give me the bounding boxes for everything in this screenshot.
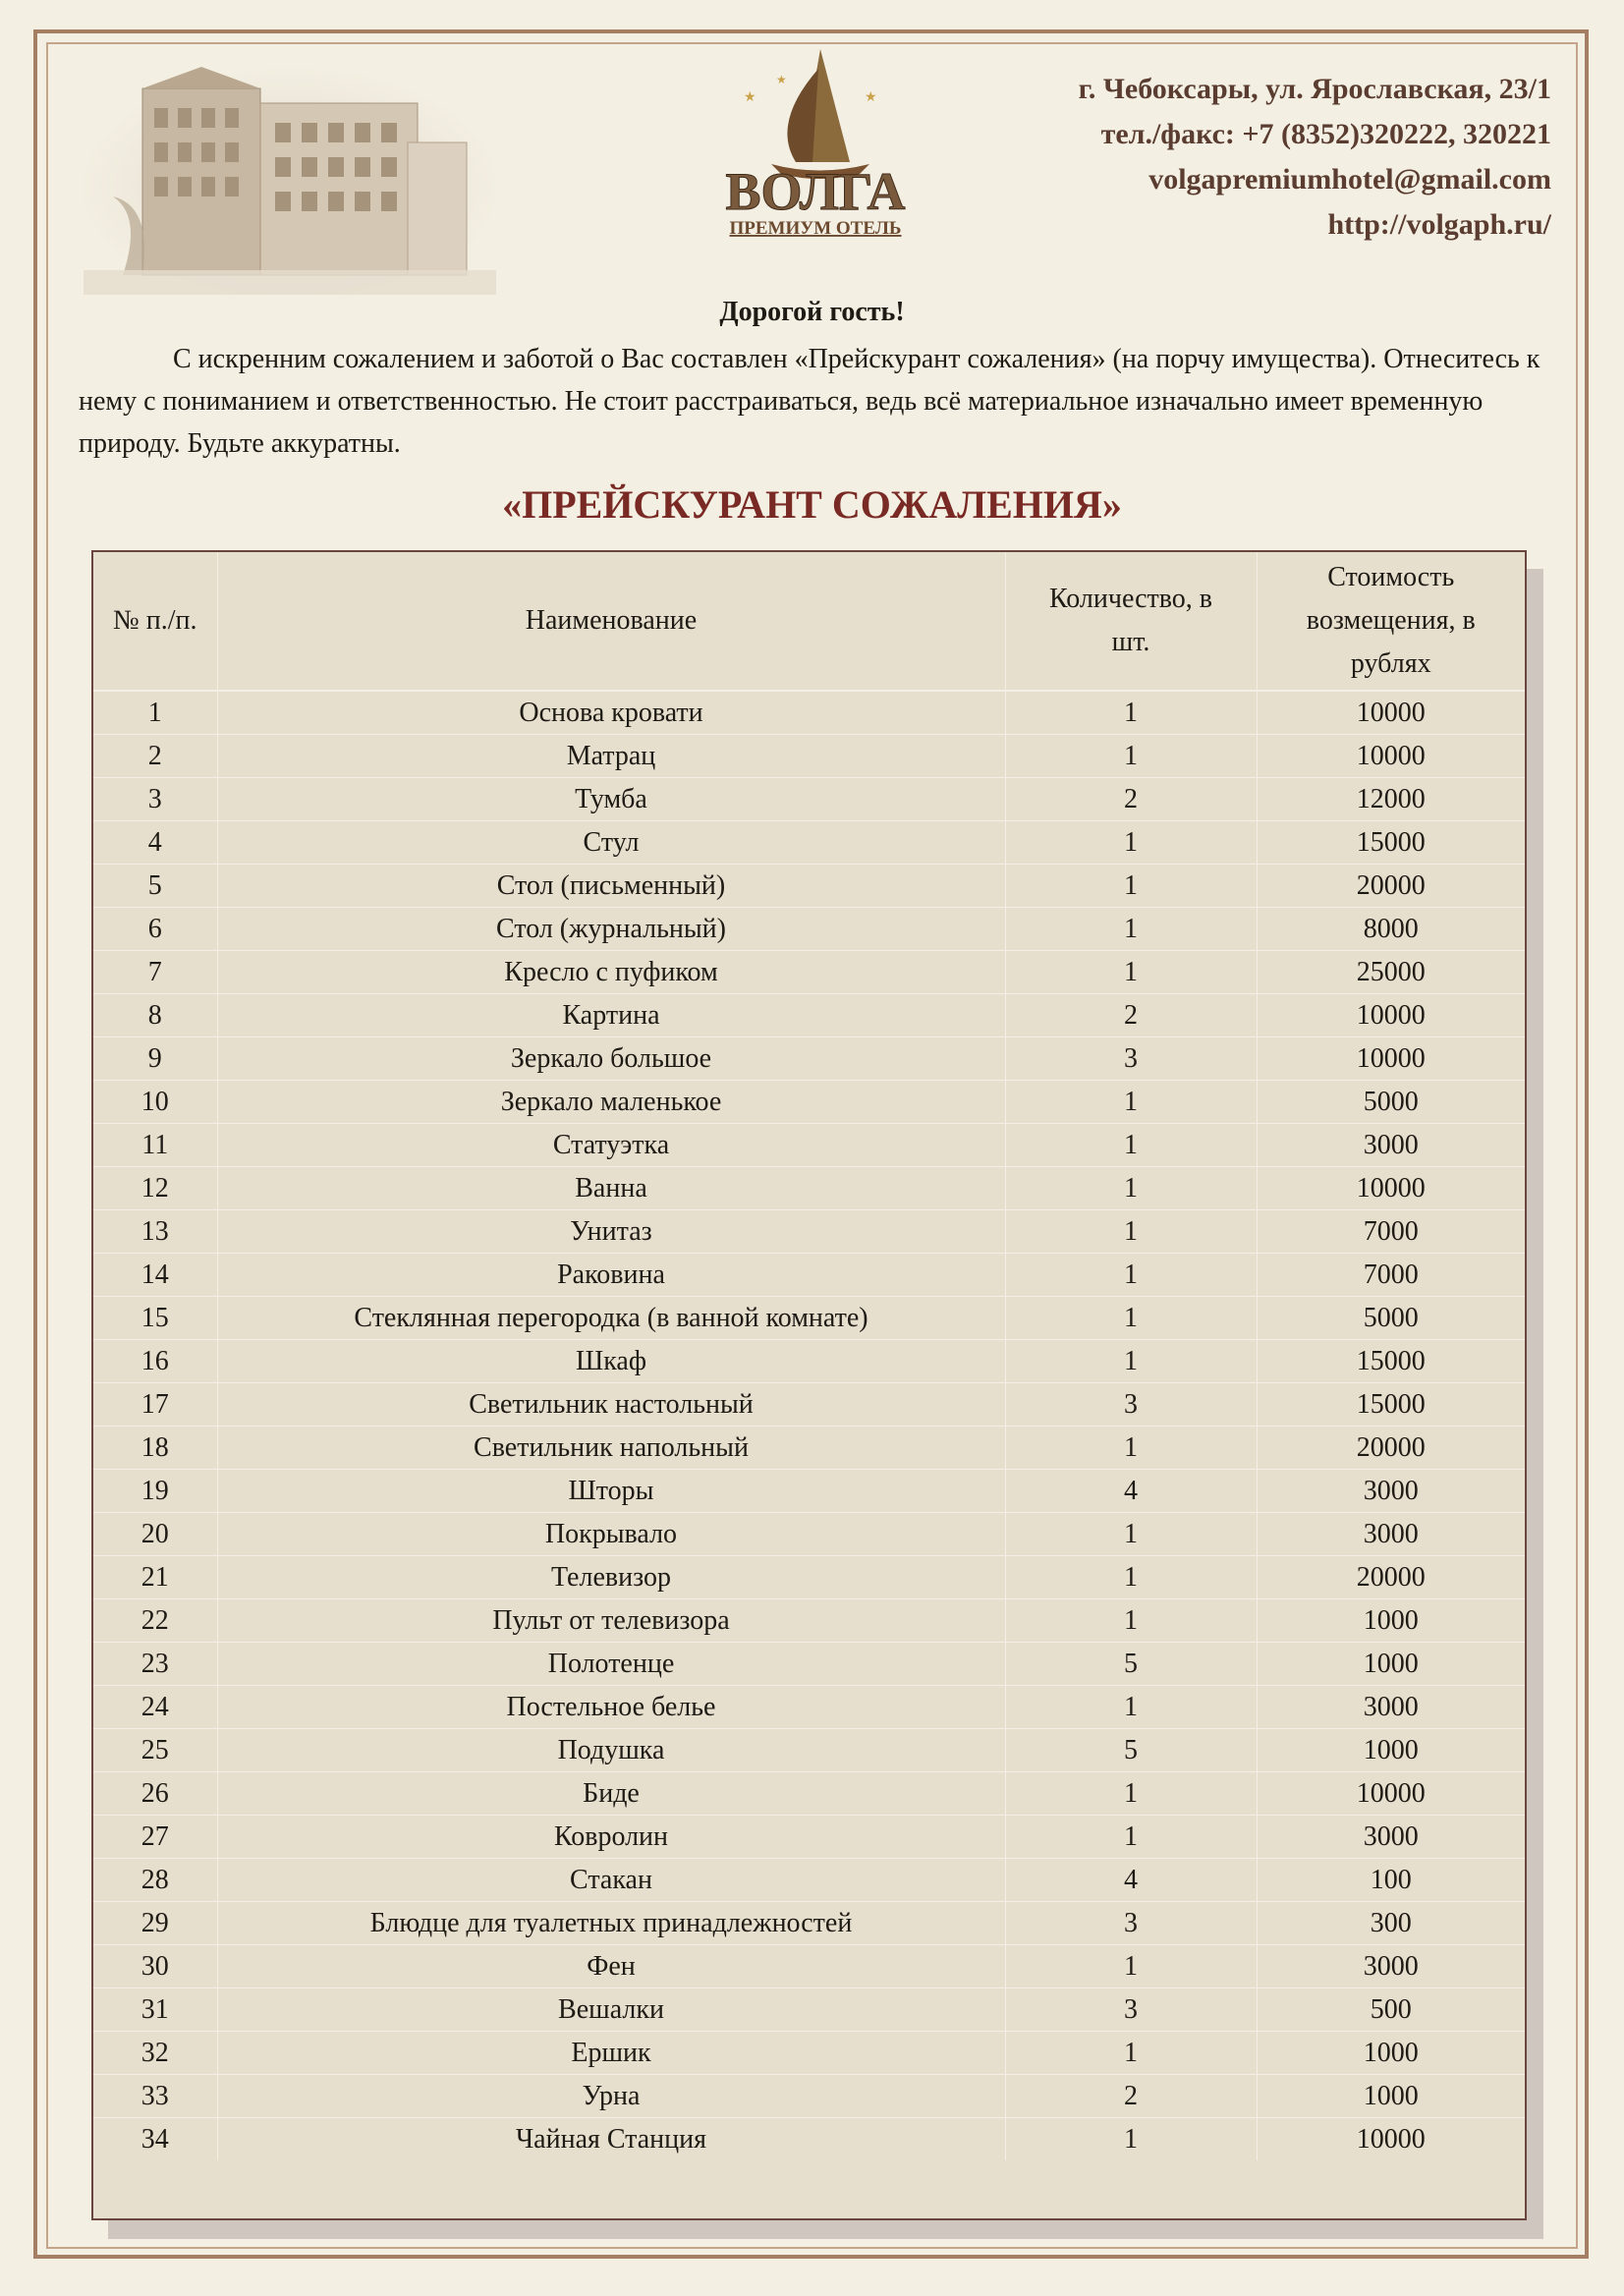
item-cost: 15000	[1257, 1340, 1525, 1383]
row-number: 27	[93, 1816, 217, 1859]
table-row	[93, 735, 1525, 778]
item-quantity: 4	[1005, 1859, 1257, 1902]
table-row	[93, 1513, 1525, 1556]
table-row	[93, 1859, 1525, 1902]
table-row	[93, 1167, 1525, 1210]
row-number: 15	[93, 1297, 217, 1340]
table-row	[93, 2075, 1525, 2118]
item-cost: 1000	[1257, 1729, 1525, 1772]
table-row	[93, 865, 1525, 908]
item-cost: 8000	[1257, 908, 1525, 951]
table-row	[93, 951, 1525, 994]
row-number: 26	[93, 1772, 217, 1816]
item-name: Стул	[217, 821, 1005, 865]
item-cost: 20000	[1257, 865, 1525, 908]
item-name: Зеркало маленькое	[217, 1081, 1005, 1124]
item-name: Блюдце для туалетных принадлежностей	[217, 1902, 1005, 1945]
item-cost: 10000	[1257, 735, 1525, 778]
item-quantity: 1	[1005, 1772, 1257, 1816]
item-cost: 5000	[1257, 1297, 1525, 1340]
item-name: Ершик	[217, 2032, 1005, 2075]
item-cost: 7000	[1257, 1210, 1525, 1254]
row-number: 32	[93, 2032, 217, 2075]
item-cost: 10000	[1356, 2123, 1426, 2155]
item-quantity: 1	[1005, 1686, 1257, 1729]
table-row	[93, 821, 1525, 865]
item-cost: 10000	[1257, 1037, 1525, 1081]
item-cost: 10000	[1257, 691, 1525, 735]
table-row	[93, 778, 1525, 821]
row-number: 24	[93, 1686, 217, 1729]
table-row	[93, 1988, 1525, 2032]
item-name: Шкаф	[217, 1340, 1005, 1383]
item-quantity: 1	[1005, 821, 1257, 865]
item-name: Стеклянная перегородка (в ванной комнате)	[217, 1297, 1005, 1340]
table-row	[93, 1643, 1525, 1686]
phone-text: тел./факс: +7 (8352)320222, 320221	[1100, 118, 1551, 150]
row-number: 22	[93, 1599, 217, 1643]
row-number: 34	[93, 2118, 217, 2161]
table-row	[93, 1729, 1525, 1772]
item-name: Стол (журнальный)	[217, 908, 1005, 951]
table-row	[93, 908, 1525, 951]
item-quantity: 3	[1005, 1902, 1257, 1945]
item-name: Стакан	[217, 1859, 1005, 1902]
item-quantity: 1	[1005, 1340, 1257, 1383]
item-quantity: 1	[1005, 1816, 1257, 1859]
row-number: 31	[93, 1988, 217, 2032]
table-row	[93, 1124, 1525, 1167]
item-name: Постельное белье	[217, 1686, 1005, 1729]
item-quantity: 1	[1005, 1297, 1257, 1340]
logo-title: ВОЛГА	[725, 162, 906, 221]
item-cost: 25000	[1257, 951, 1525, 994]
svg-text:★: ★	[744, 89, 756, 105]
item-quantity: 1	[1005, 735, 1257, 778]
svg-text:★: ★	[776, 73, 787, 86]
document-title: «ПРЕЙСКУРАНТ СОЖАЛЕНИЯ»	[502, 482, 1122, 527]
item-quantity: 1	[1005, 1513, 1257, 1556]
item-name: Телевизор	[217, 1556, 1005, 1599]
item-name: Шторы	[217, 1470, 1005, 1513]
table-row	[93, 1945, 1525, 1988]
row-number: 11	[93, 1124, 217, 1167]
price-table	[93, 552, 1525, 2160]
table-row	[93, 1297, 1525, 1340]
row-number: 5	[93, 865, 217, 908]
item-name: Фен	[217, 1945, 1005, 1988]
item-cost: 7000	[1257, 1254, 1525, 1297]
item-name: Стол (письменный)	[217, 865, 1005, 908]
table-row	[93, 1383, 1525, 1427]
column-header-cost: Стоимость возмещения, в рублях	[1257, 552, 1525, 691]
address-text: г. Чебоксары, ул. Ярославская, 23/1	[1078, 73, 1551, 105]
item-name: Унитаз	[217, 1210, 1005, 1254]
table-row	[93, 2032, 1525, 2075]
column-header-number: № п./п.	[93, 552, 217, 691]
item-quantity: 5	[1005, 1729, 1257, 1772]
row-number: 9	[93, 1037, 217, 1081]
item-cost: 12000	[1257, 778, 1525, 821]
row-number: 8	[93, 994, 217, 1037]
item-cost: 10000	[1257, 1167, 1525, 1210]
svg-text:★: ★	[865, 89, 877, 105]
item-name: Урна	[217, 2075, 1005, 2118]
item-name: Ковролин	[217, 1816, 1005, 1859]
item-name: Тумба	[217, 778, 1005, 821]
item-name: Статуэтка	[217, 1124, 1005, 1167]
table-row	[93, 1081, 1525, 1124]
item-cost: 1000	[1257, 2075, 1525, 2118]
item-name: Кресло с пуфиком	[217, 951, 1005, 994]
table-row	[93, 1340, 1525, 1383]
item-quantity: 1	[1005, 1081, 1257, 1124]
item-name: Биде	[217, 1772, 1005, 1816]
item-quantity: 1	[1005, 2032, 1257, 2075]
table-row	[93, 1902, 1525, 1945]
item-cost: 1000	[1257, 2032, 1525, 2075]
logo-subtitle: ПРЕМИУМ ОТЕЛЬ	[729, 218, 902, 239]
item-quantity: 1	[1005, 1945, 1257, 1988]
item-cost: 3000	[1257, 1513, 1525, 1556]
item-quantity: 1	[1005, 2118, 1257, 2161]
row-number: 33	[93, 2075, 217, 2118]
row-number: 13	[93, 1210, 217, 1254]
item-quantity: 1	[1005, 1556, 1257, 1599]
table-row	[93, 994, 1525, 1037]
item-cost: 15000	[1257, 821, 1525, 865]
item-cost: 20000	[1257, 1556, 1525, 1599]
item-name: Светильник напольный	[217, 1427, 1005, 1470]
item-name: Матрац	[217, 735, 1005, 778]
item-cost: 10000	[1257, 994, 1525, 1037]
item-cost: 500	[1257, 1988, 1525, 2032]
item-name: Чайная Станция	[217, 2118, 1005, 2161]
row-number: 3	[93, 778, 217, 821]
row-number: 4	[93, 821, 217, 865]
row-number: 6	[93, 908, 217, 951]
item-quantity: 1	[1005, 1427, 1257, 1470]
table-row	[93, 691, 1525, 735]
row-number: 10	[93, 1081, 217, 1124]
item-quantity: 3	[1005, 1383, 1257, 1427]
row-number: 12	[93, 1167, 217, 1210]
table-row	[93, 1427, 1525, 1470]
hotel-building-image	[84, 49, 496, 295]
row-number: 18	[93, 1427, 217, 1470]
greeting-heading: Дорогой гость!	[719, 297, 905, 327]
email-text: volgapremiumhotel@gmail.com	[1148, 163, 1551, 196]
item-name: Зеркало большое	[217, 1037, 1005, 1081]
row-number: 1	[93, 691, 217, 735]
table-row	[93, 1470, 1525, 1513]
item-name: Полотенце	[217, 1643, 1005, 1686]
row-number: 23	[93, 1643, 217, 1686]
table-row	[93, 1037, 1525, 1081]
item-cost: 1000	[1257, 1643, 1525, 1686]
item-cost: 3000	[1257, 1124, 1525, 1167]
intro-paragraph: С искренним сожалением и заботой о Вас составлен «Прейскурант сожаления» (на порчу имущества). Отнеситесь к нему с пониманием и ответственностью. Не стоит расстраиваться, ведь всё материальное изначально имеет временную природу. Будьте аккуратны.	[79, 344, 1540, 459]
item-cost: 1000	[1257, 1599, 1525, 1643]
row-number: 19	[93, 1470, 217, 1513]
item-name: Вешалки	[217, 1988, 1005, 2032]
table-row	[93, 1772, 1525, 1816]
row-number: 21	[93, 1556, 217, 1599]
item-quantity: 1	[1005, 951, 1257, 994]
item-cost: 15000	[1257, 1383, 1525, 1427]
row-number: 7	[93, 951, 217, 994]
item-name: Подушка	[217, 1729, 1005, 1772]
item-quantity: 1	[1005, 691, 1257, 735]
item-quantity: 1	[1005, 908, 1257, 951]
item-cost: 5000	[1257, 1081, 1525, 1124]
price-table-container	[91, 550, 1527, 2220]
item-quantity: 1	[1005, 865, 1257, 908]
row-number: 2	[93, 735, 217, 778]
table-row	[93, 1686, 1525, 1729]
item-cost: 3000	[1257, 1686, 1525, 1729]
item-quantity: 3	[1005, 1037, 1257, 1081]
table-header-row	[93, 552, 1525, 691]
row-number: 20	[93, 1513, 217, 1556]
item-name: Покрывало	[217, 1513, 1005, 1556]
table-row	[93, 1254, 1525, 1297]
item-name: Светильник настольный	[217, 1383, 1005, 1427]
item-name: Картина	[217, 994, 1005, 1037]
row-number: 25	[93, 1729, 217, 1772]
table-row	[93, 1210, 1525, 1254]
item-quantity: 1	[1005, 1124, 1257, 1167]
item-quantity: 1	[1005, 1599, 1257, 1643]
item-quantity: 1	[1005, 1167, 1257, 1210]
item-quantity: 4	[1005, 1470, 1257, 1513]
column-header-name: Наименование	[217, 552, 1005, 691]
item-cost: 10000	[1257, 1772, 1525, 1816]
table-row	[93, 2118, 1525, 2161]
hotel-logo	[702, 44, 928, 241]
item-quantity: 1	[1005, 1210, 1257, 1254]
row-number: 14	[93, 1254, 217, 1297]
item-quantity: 2	[1005, 2075, 1257, 2118]
row-number: 28	[93, 1859, 217, 1902]
item-quantity: 5	[1005, 1643, 1257, 1686]
item-cost: 300	[1257, 1902, 1525, 1945]
item-cost: 20000	[1257, 1427, 1525, 1470]
row-number: 16	[93, 1340, 217, 1383]
row-number: 29	[93, 1902, 217, 1945]
item-quantity: 3	[1005, 1988, 1257, 2032]
column-header-quantity: Количество, в шт.	[1005, 552, 1257, 691]
item-name: Ванна	[217, 1167, 1005, 1210]
item-cost: 3000	[1257, 1816, 1525, 1859]
item-cost: 3000	[1257, 1470, 1525, 1513]
item-quantity: 2	[1005, 994, 1257, 1037]
item-quantity: 1	[1005, 1254, 1257, 1297]
contact-block	[1079, 67, 1551, 248]
item-cost: 3000	[1257, 1945, 1525, 1988]
website-link[interactable]: http://volgaph.ru/	[1327, 208, 1551, 241]
item-name: Пульт от телевизора	[217, 1599, 1005, 1643]
item-name: Раковина	[217, 1254, 1005, 1297]
item-name: Основа кровати	[217, 691, 1005, 735]
table-row	[93, 1599, 1525, 1643]
table-row	[93, 1556, 1525, 1599]
row-number: 30	[93, 1945, 217, 1988]
item-quantity: 2	[1005, 778, 1257, 821]
table-row	[93, 1816, 1525, 1859]
item-cost: 100	[1257, 1859, 1525, 1902]
row-number: 17	[93, 1383, 217, 1427]
